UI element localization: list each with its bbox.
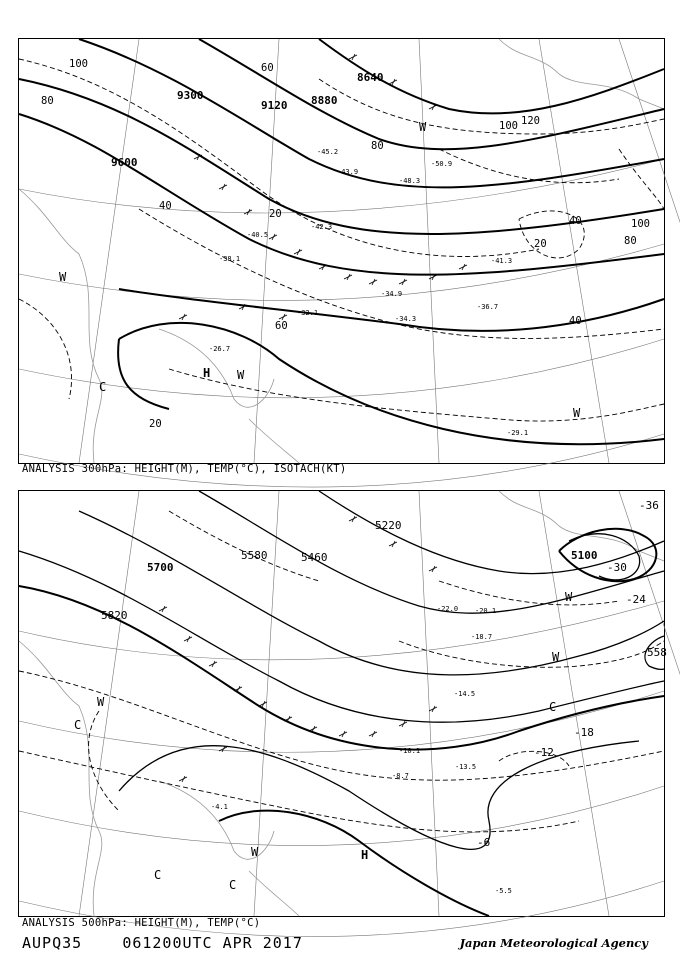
isotach-label: 100: [69, 58, 88, 70]
warm-center: W: [552, 650, 560, 664]
high-center: H: [361, 848, 369, 862]
warm-center: W: [573, 406, 581, 420]
isotach-contours: [19, 59, 664, 421]
temp-label: -34.9: [381, 290, 403, 298]
isotach-label-group: [41, 58, 650, 430]
map-300hpa: [19, 39, 664, 463]
isotach-label: 100: [499, 120, 518, 132]
temp-label: -32.1: [297, 309, 319, 317]
temp-label: -43.9: [337, 168, 359, 176]
valid-time: 061200UTC APR 2017: [122, 934, 303, 952]
height-label: 5700: [147, 561, 174, 574]
cold-center: C: [549, 700, 557, 714]
map-500hpa: [19, 491, 667, 916]
temp-label: -26.7: [209, 345, 231, 353]
height-label: 8640: [357, 71, 384, 84]
warm-center: W: [419, 120, 427, 134]
warm-center: W: [251, 845, 259, 859]
temp-label: -50.9: [431, 160, 453, 168]
height-label: 5100: [571, 549, 598, 562]
temp-label: -34.3: [395, 315, 417, 323]
temp-label: -4.1: [211, 803, 228, 811]
height-contours-bold: [19, 529, 664, 916]
isotach-label: 80: [624, 235, 637, 247]
isotach-label: 80: [41, 95, 54, 107]
isotach-label: 60: [275, 320, 288, 332]
isotach-label: 20: [269, 208, 282, 220]
graticule: [19, 39, 680, 487]
temp-label: -24: [626, 593, 646, 606]
temp-label: -8.7: [392, 772, 409, 780]
height-label: 558: [647, 646, 667, 659]
cold-center: C: [99, 380, 107, 394]
temp-label: -14.5: [454, 690, 476, 698]
product-id: AUPQ35: [22, 934, 83, 952]
height-label-group: [111, 71, 384, 169]
cold-center: C: [74, 718, 82, 732]
warm-center: W: [565, 590, 573, 604]
temp-label: -40.5: [247, 231, 269, 239]
temp-label: -5.5: [495, 887, 512, 895]
product-code: [22, 934, 303, 952]
isotach-label: 60: [261, 62, 274, 74]
temp-label: -13.5: [455, 763, 477, 771]
agency-name: Japan Meteorological Agency: [459, 936, 648, 950]
temp-label: -45.2: [317, 148, 339, 156]
cold-center: C: [154, 868, 162, 882]
height-label: 9300: [177, 89, 204, 102]
isotach-label: 100: [631, 218, 650, 230]
isotach-label: 20: [149, 418, 162, 430]
temp-label: -18.7: [471, 633, 493, 641]
temp-label: -6: [477, 836, 491, 849]
isotach-label: 40: [159, 200, 172, 212]
high-center: H: [203, 366, 211, 380]
temp-label: -22.0: [437, 605, 459, 613]
cold-center: C: [229, 878, 237, 892]
height-label-group: [101, 519, 667, 659]
isotach-label: 40: [569, 215, 582, 227]
caption-300hpa: ANALYSIS 300hPa: HEIGHT(M), TEMP(°C), ISOTACH(KT): [22, 463, 347, 475]
warm-center: W: [97, 695, 105, 709]
chart-500hpa: [18, 490, 665, 917]
temp-label: -29.1: [507, 429, 529, 437]
isotach-label: 120: [521, 115, 540, 127]
isotach-label: 20: [534, 238, 547, 250]
chart-300hpa: [18, 38, 665, 464]
temp-label: -42.3: [311, 223, 333, 231]
temp-label: -38.1: [219, 255, 241, 263]
temp-label: -12: [534, 746, 554, 759]
height-contours: [19, 39, 664, 444]
height-label: 5220: [375, 519, 402, 532]
height-label: 5820: [101, 609, 128, 622]
warm-center: W: [59, 270, 67, 284]
isotach-label: 40: [569, 315, 582, 327]
height-label: 5580: [241, 549, 268, 562]
height-label: 9120: [261, 99, 288, 112]
temp-label: -30: [607, 561, 627, 574]
wind-barbs: [159, 516, 437, 782]
temp-label: -36.7: [477, 303, 499, 311]
warm-center: W: [237, 368, 245, 382]
temp-label: -10.1: [399, 747, 421, 755]
height-label: 5460: [301, 551, 328, 564]
height-label: 8880: [311, 94, 338, 107]
height-label: 9600: [111, 156, 138, 169]
temp-label: -20.1: [475, 607, 497, 615]
temp-label: -41.3: [491, 257, 513, 265]
caption-500hpa: ANALYSIS 500hPa: HEIGHT(M), TEMP(°C): [22, 917, 261, 929]
temp-label: -36: [639, 499, 659, 512]
temp-label: -18: [574, 726, 594, 739]
temp-label: -48.3: [399, 177, 421, 185]
isotach-label: 80: [371, 140, 384, 152]
